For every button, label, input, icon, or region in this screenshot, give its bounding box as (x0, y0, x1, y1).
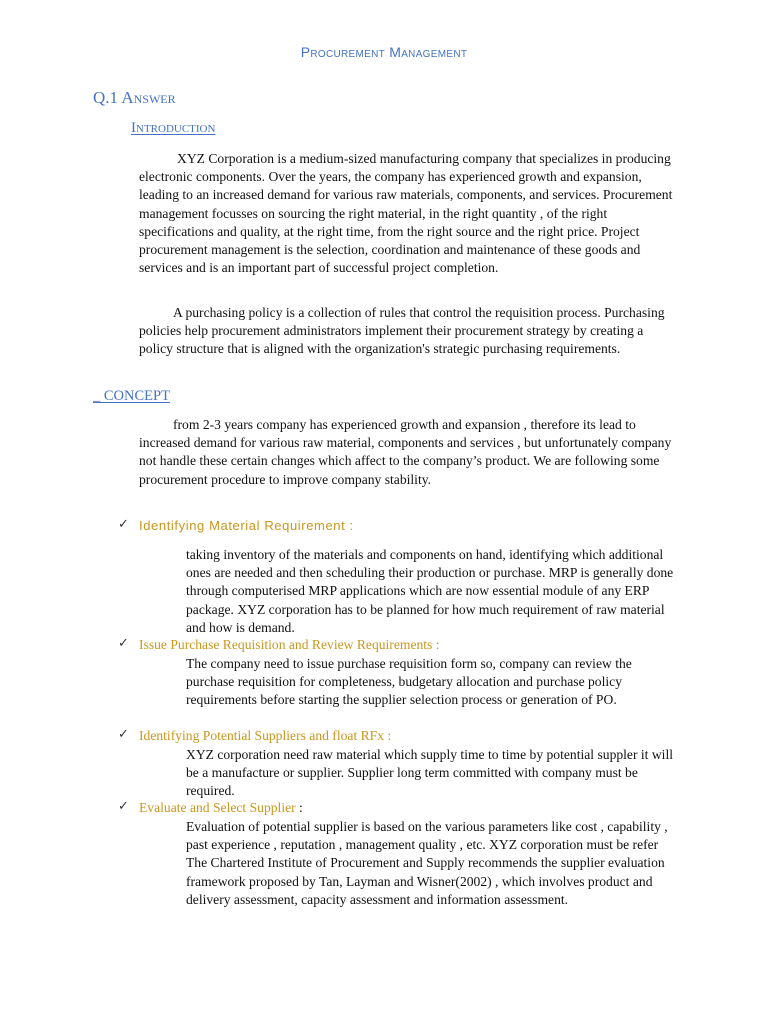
concept-paragraph-text: from 2-3 years company has experienced growth and expansion , therefore its lead to increased demand for various raw material, components and services , but unfortunately company not handle these certain changes which affect to the company’s product. We are following some procurement procedure to improve company stability. (139, 417, 672, 487)
introduction-paragraph-1 (139, 150, 679, 277)
item-title-evaluate-supplier-text: Evaluate and Select Supplier (139, 800, 296, 815)
checkmark-icon: ✓ (118, 799, 129, 814)
checkmark-icon: ✓ (118, 636, 129, 651)
introduction-paragraph-2 (139, 304, 679, 359)
item-title-evaluate-supplier-colon: : (295, 800, 303, 815)
item-title-identifying-material: Identifying Material Requirement : (139, 518, 354, 533)
introduction-paragraph-2-text: A purchasing policy is a collection of rules that control the requisition process. Purchasing policies help procurement administrators implement their procurement strategy by creating a policy structure that is aligned with the organization's strategic purchasing requirements. (139, 305, 665, 357)
item-title-issue-purchase-requisition: Issue Purchase Requisition and Review Requirements : (139, 637, 440, 652)
introduction-paragraph-1-text: XYZ Corporation is a medium-sized manufacturing company that specializes in producing electronic components. Over the years, the company has experienced growth and expansion, leading to an increased demand for various raw materials, components, and services. Procurement management focusses on sourcing the right material, in the right quantity , of the right specifications and quality, at the right time, from the right source and the right price. Project procurement management is the selection, coordination and maintenance of these goods and services and is an important part of successful project completion. (139, 151, 673, 276)
checkmark-icon: ✓ (118, 517, 129, 532)
item-title-identifying-suppliers: Identifying Potential Suppliers and float RFx : (139, 728, 392, 743)
item-body-identifying-material: taking inventory of the materials and components on hand, identifying which additional ones are needed and then scheduling their production or purchase. MRP is generally done through computerised MRP applications which are now essential module of any ERP package. XYZ corporation has to be planned for how much requirement of raw material and how is demand. (186, 547, 674, 635)
item-body-evaluate-supplier: Evaluation of potential supplier is based on the various parameters like cost , capability , past experience , reputation , management quality , etc. XYZ corporation must be refer The Chartered Institute of Procurement and Supply recommends the supplier evaluation framework proposed by Tan, Layman and Wisner(2002) , which involves product and delivery assessment, capacity assessment and information assessment. (186, 819, 668, 907)
introduction-heading: Introduction (131, 120, 216, 136)
concept-heading: _ CONCEPT (93, 388, 170, 404)
checkmark-icon: ✓ (118, 727, 129, 742)
item-title-evaluate-supplier (139, 800, 303, 816)
item-body-identifying-suppliers: XYZ corporation need raw material which supply time to time by potential suppler it will be a manufacture or supplier. Supplier long term committed with company must be required. (186, 747, 673, 799)
question-heading: Q.1 Answer (93, 88, 176, 107)
item-body-issue-purchase-requisition: The company need to issue purchase requisition form so, company can review the purchase requisition for completeness, budgetary allocation and purchase policy requirements before starting the supplier selection process or generation of PO. (186, 656, 632, 708)
document-title: Procurement Management (300, 44, 468, 60)
concept-paragraph (139, 416, 679, 489)
